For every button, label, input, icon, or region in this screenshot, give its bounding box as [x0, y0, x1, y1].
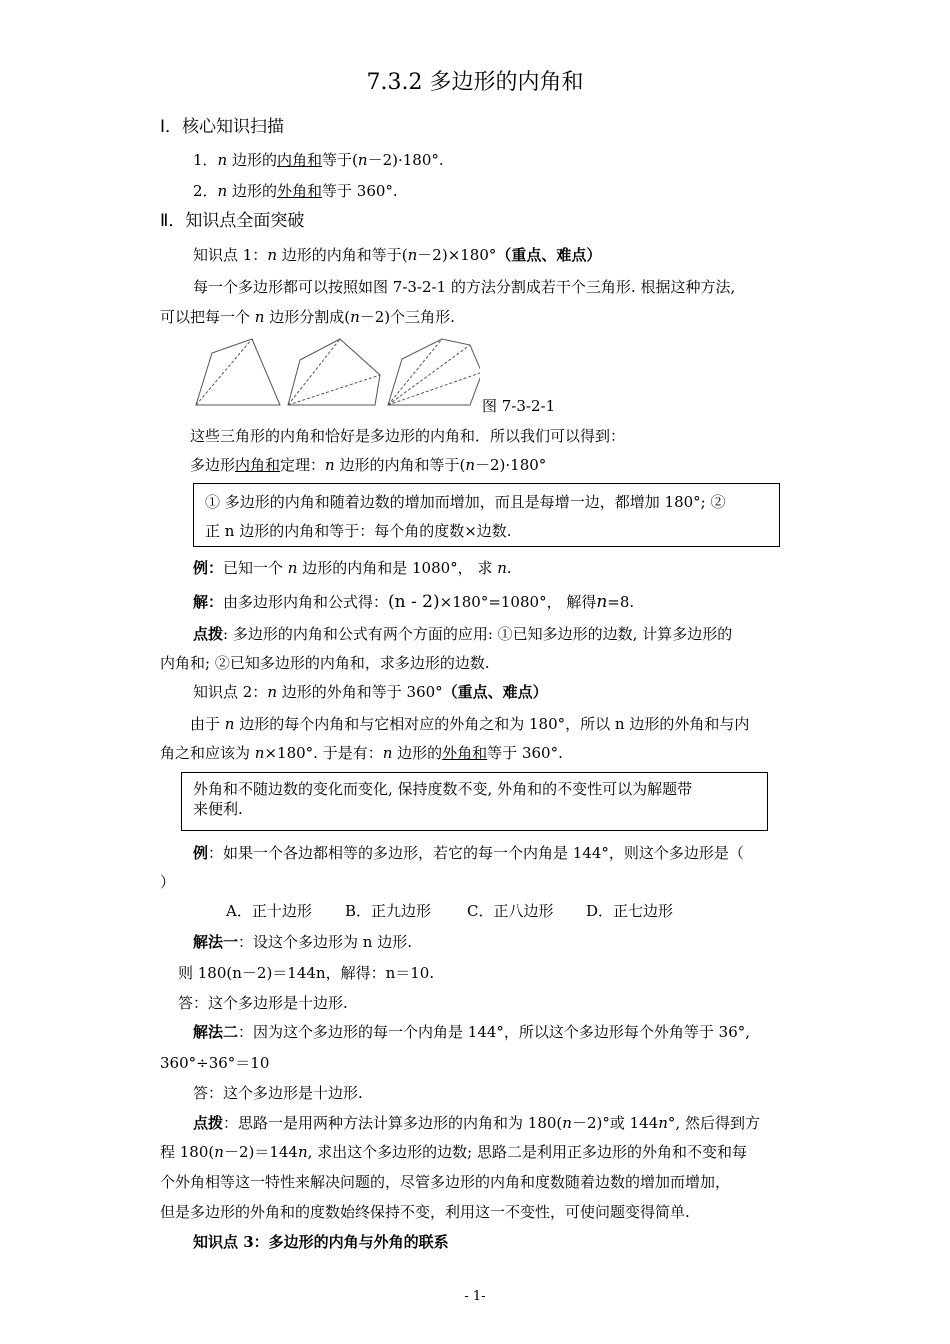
paragraph: 可以把每一个 n 边形分割成(n－2)个三角形.	[160, 308, 455, 326]
figure-caption: 图 7-3-2-1	[482, 397, 556, 415]
quadrilateral-shape	[196, 339, 280, 405]
list-item: 1．n 边形的内角和等于(n－2)·180°.	[193, 151, 444, 169]
method-2-line: 答：这个多边形是十边形.	[193, 1084, 363, 1102]
solution-line: 解：由多边形内角和公式得：(n - 2)×180°=1080°， 解得n=8.	[193, 592, 635, 612]
diagonal-line	[388, 345, 470, 405]
method-1-line: 解法一：设这个多边形为 n 边形.	[193, 933, 412, 951]
paragraph: 角之和应该为 n×180°. 于是有：n 边形的外角和等于 360°.	[160, 744, 563, 762]
tip-line: 点拨：思路一是用两种方法计算多边形的内角和为 180(n－2)°或 144n°, 然后得到方	[193, 1114, 760, 1132]
knowledge-point-3-heading: 知识点 3：多边形的内角与外角的联系	[193, 1233, 449, 1251]
paragraph: 这些三角形的内角和恰好是多边形的内角和．所以我们可以得到：	[190, 427, 626, 445]
note-line: 外角和不随边数的变化而变化, 保持度数不变, 外角和的不变性可以为解题带	[193, 780, 693, 798]
method-1-line: 则 180(n－2)＝144n，解得：n＝10.	[178, 964, 435, 982]
diagonal-line	[288, 339, 340, 405]
section-heading-1: Ⅰ．核心知识扫描	[160, 117, 285, 137]
tip-line: 内角和; ②已知多边形的内角和，求多边形的边数.	[160, 654, 490, 672]
option-d: D．正七边形	[586, 902, 674, 920]
method-2-line: 解法二：因为这个多边形的每一个内角是 144°，所以这个多边形每个外角等于 36°,	[193, 1023, 751, 1041]
section-heading-2: Ⅱ．知识点全面突破	[160, 211, 305, 231]
knowledge-point-1-heading: 知识点 1：n 边形的内角和等于(n－2)×180°（重点、难点）	[193, 246, 602, 264]
note-line: ① 多边形的内角和随着边数的增加而增加，而且是每增一边，都增加 180°; ②	[205, 493, 726, 511]
option-c: C．正八边形	[467, 902, 554, 920]
note-line: 正 n 边形的内角和等于：每个角的度数×边数.	[205, 522, 512, 540]
polygon-figure	[190, 335, 480, 410]
page-title: 7.3.2 多边形的内角和	[366, 70, 584, 95]
note-line: 来便利.	[193, 800, 243, 818]
tip-line: 但是多边形的外角和的度数始终保持不变，利用这一不变性，可使问题变得简单.	[160, 1203, 690, 1221]
method-1-line: 答：这个多边形是十边形.	[178, 994, 348, 1012]
option-b: B．正九边形	[345, 902, 432, 920]
pentagon-shape	[288, 339, 380, 405]
example-line: ）	[160, 873, 176, 891]
diagonal-line	[288, 375, 380, 405]
example-line: 例：已知一个 n 边形的内角和是 1080°， 求 n.	[193, 559, 512, 577]
page-number: - 1-	[464, 1289, 486, 1304]
knowledge-point-2-heading: 知识点 2：n 边形的外角和等于 360°（重点、难点）	[193, 683, 548, 701]
tip-line: 程 180(n－2)＝144n, 求出这个多边形的边数; 思路二是利用正多边形的外角和不变和每	[160, 1143, 748, 1161]
list-item: 2．n 边形的外角和等于 360°.	[193, 182, 398, 200]
tip-line: 个外角相等这一特性来解决问题的，尽管多边形的内角和度数随着边数的增加而增加，	[160, 1173, 731, 1191]
option-a: A．正十边形	[226, 902, 312, 920]
method-2-line: 360°÷36°＝10	[160, 1054, 270, 1072]
example-line: 例：如果一个各边都相等的多边形，若它的每一个内角是 144°，则这个多边形是（	[193, 844, 744, 862]
theorem-line: 多边形内角和定理：n 边形的内角和等于(n－2)·180°	[190, 456, 547, 474]
tip-line: 点拨: 多边形的内角和公式有两个方面的应用: ①已知多边形的边数, 计算多边形的	[193, 625, 733, 643]
paragraph: 每一个多边形都可以按照如图 7-3-2-1 的方法分割成若干个三角形. 根据这种方法,	[193, 278, 736, 296]
paragraph: 由于 n 边形的每个内角和与它相对应的外角之和为 180°，所以 n 边形的外角和与内	[190, 715, 750, 733]
diagonal-line	[388, 373, 480, 405]
